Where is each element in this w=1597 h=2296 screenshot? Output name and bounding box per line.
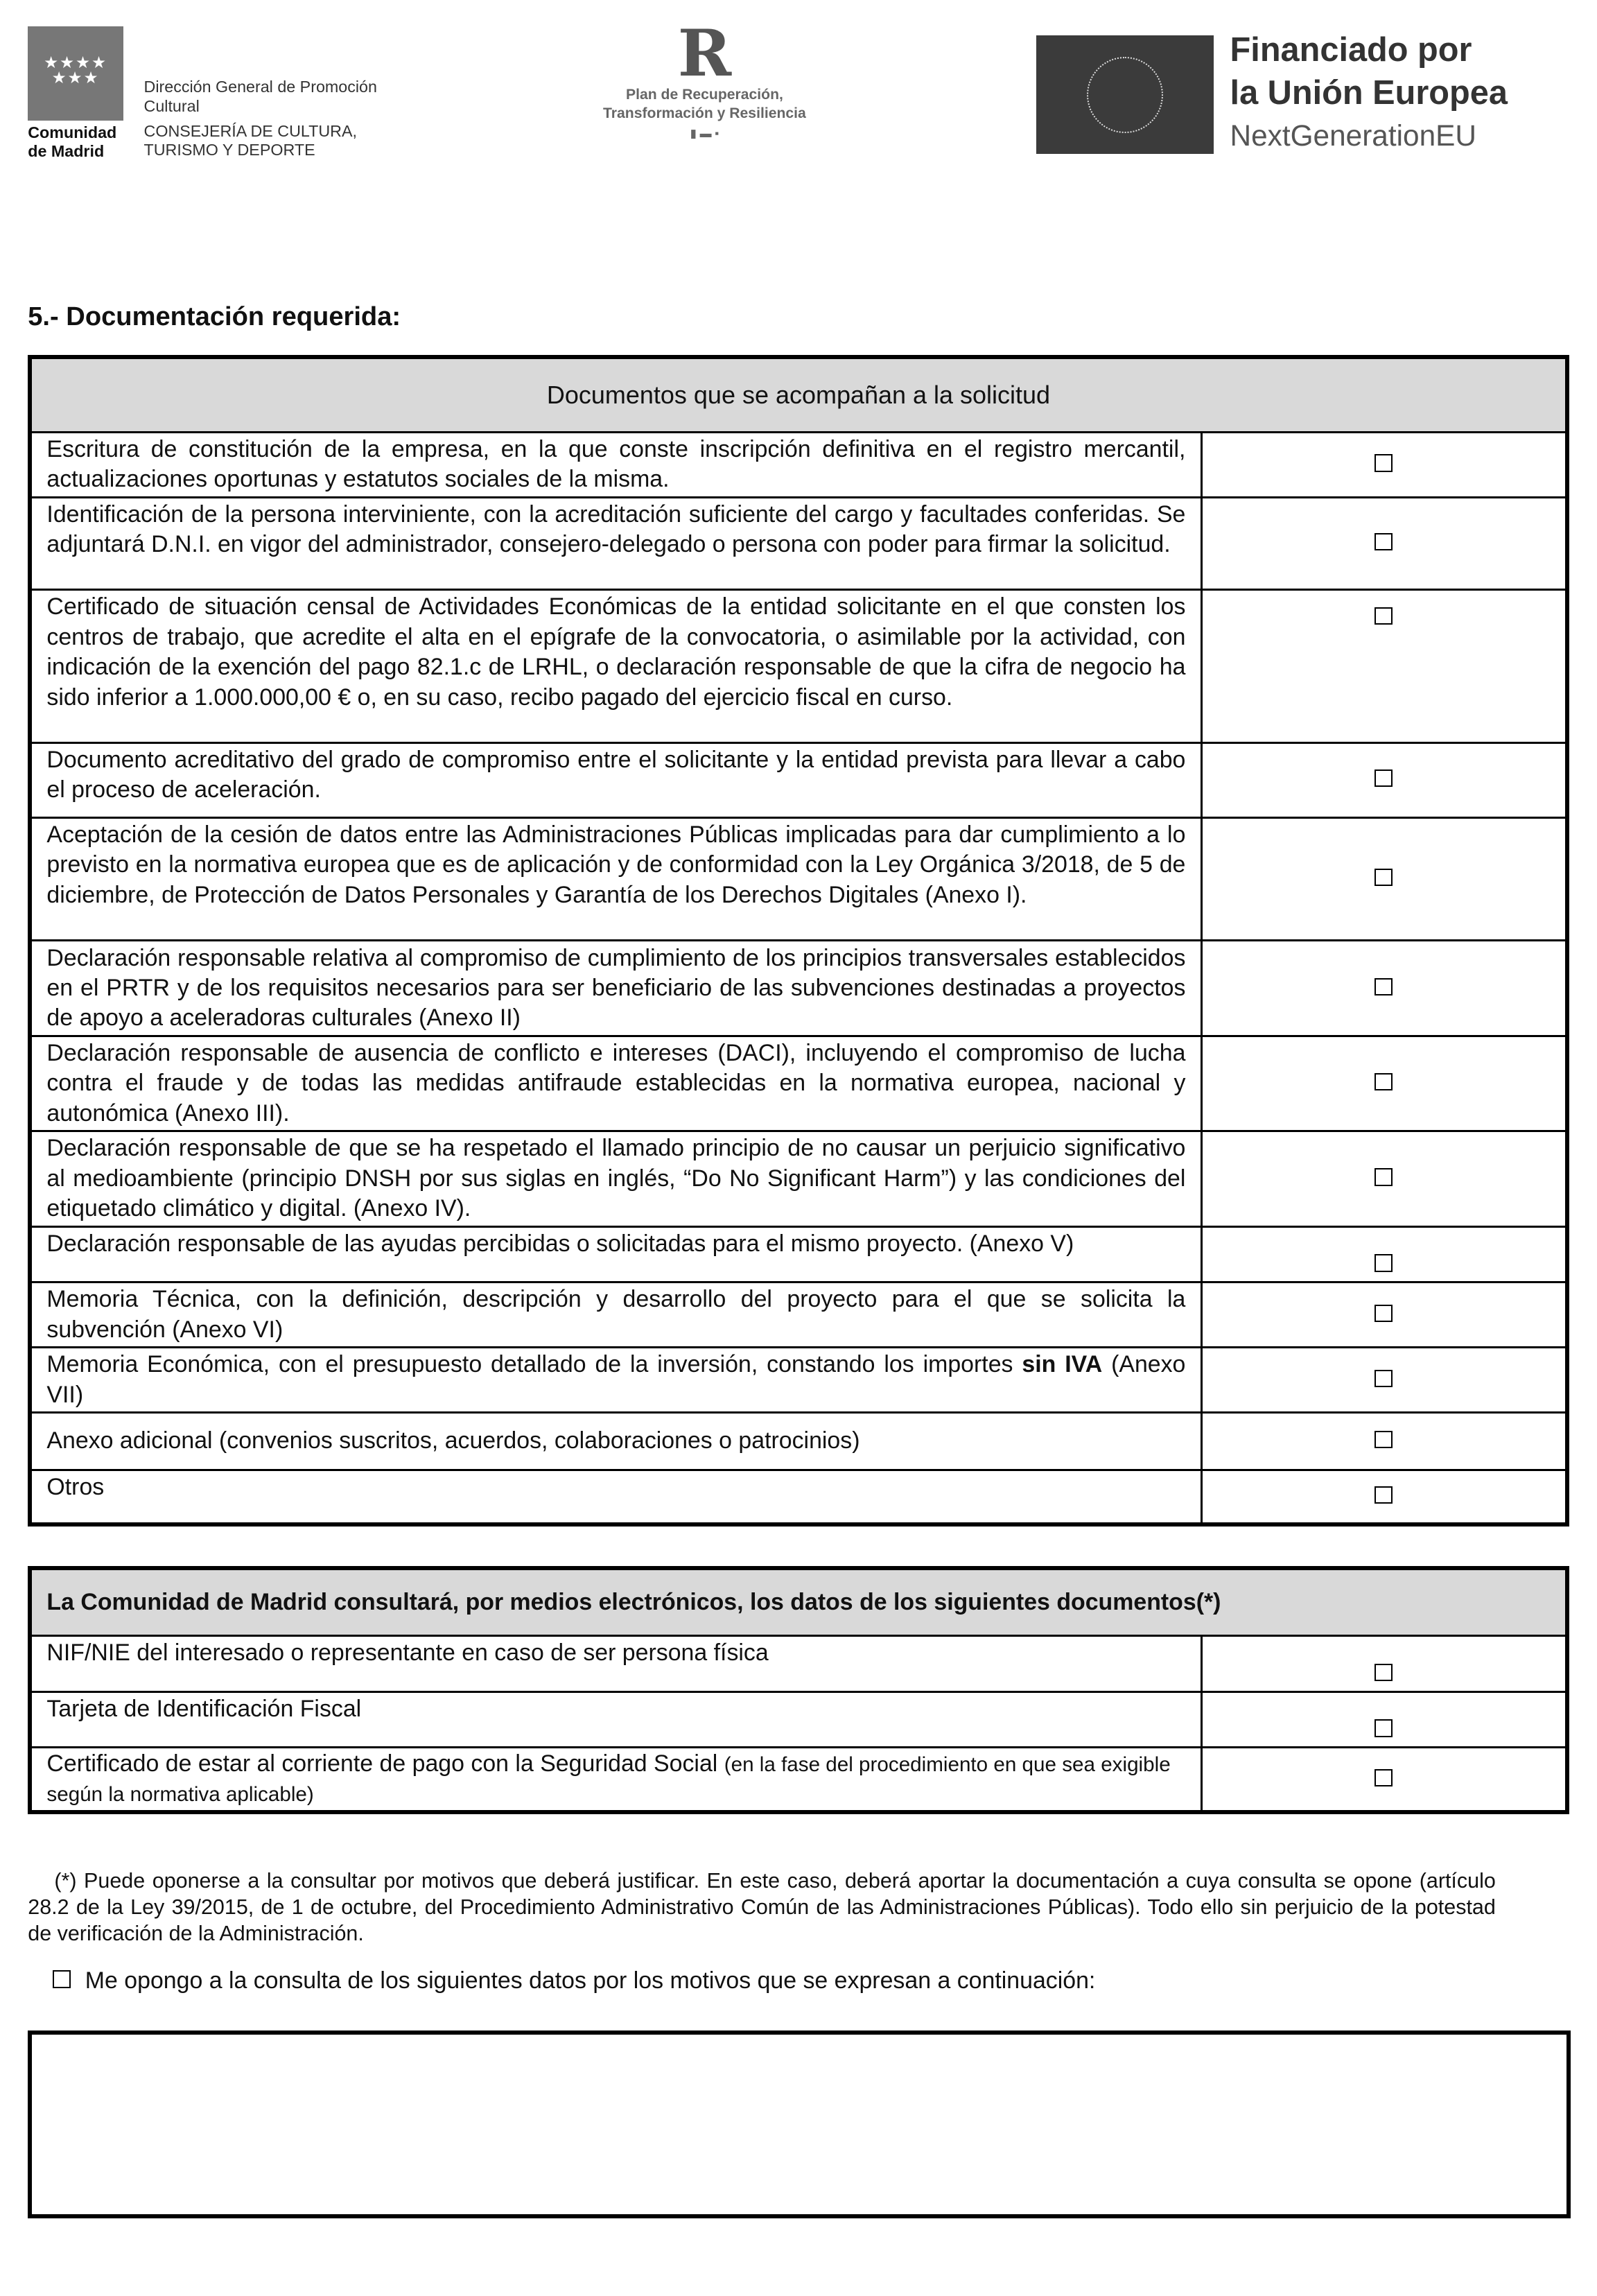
doc-checkbox[interactable] [1375, 1431, 1392, 1448]
eu-funding-text [1230, 29, 1508, 157]
table-row [30, 590, 1567, 742]
doc-text: Memoria Técnica, con la definición, descripción y desarrollo del proyecto para el que se solicita la subvención (Anexo VI) [30, 1282, 1201, 1348]
doc-text: Otros [30, 1470, 1201, 1524]
doc-checkbox[interactable] [1375, 1168, 1392, 1185]
consult-checkbox[interactable] [1375, 1719, 1392, 1737]
doc-text-part: (Anexo VII) [46, 1351, 1186, 1408]
doc-text: Anexo adicional (convenios suscritos, acuerdos, colaboraciones o patrocinios) [30, 1413, 1201, 1470]
dg-line1: Dirección General de Promoción [143, 78, 377, 96]
consejeria-line1: CONSEJERÍA DE CULTURA, [143, 121, 357, 140]
table-row [30, 1282, 1567, 1348]
madrid-flag-logo: ★★★★ ★★★ [28, 26, 123, 121]
doc-text: Declaración responsable de las ayudas percibidas o solicitadas para el mismo proyecto. (Anexo V) [30, 1226, 1201, 1282]
table-row [30, 1131, 1567, 1226]
table-row [30, 941, 1567, 1036]
doc-text: Certificado de situación censal de Actividades Económicas de la entidad solicitante en el que consten los centros de trabajo, que acredite el alta en el epígrafe de la convocatoria, o asimilable por la actividad, con indicación de la exención del pago 82.1.c de LRHL, o declaración responsable de que la cifra de negocio ha sido inferior a 1.000.000,00 € o, en su caso, recibo pagado del ejercicio fiscal en curso. [30, 590, 1201, 742]
table-row [30, 1691, 1567, 1747]
documents-table-header: Documentos que se acompañan a la solicitud [30, 357, 1567, 432]
eu-line3: NextGenerationEU [1230, 119, 1476, 153]
doc-checkbox[interactable] [1375, 769, 1392, 787]
oppose-label: Me opongo a la consulta de los siguientes datos por los motivos que se expresan a continuación: [85, 1967, 1096, 1994]
reasons-textarea[interactable] [28, 2030, 1571, 2218]
doc-checkbox[interactable] [1375, 978, 1392, 995]
plan-line1: Plan de Recuperación, [625, 86, 783, 103]
documents-table [28, 355, 1569, 1526]
eu-flag-icon [1036, 35, 1214, 155]
table-row [30, 1636, 1567, 1691]
doc-checkbox[interactable] [1375, 454, 1392, 471]
footnote-text: (*) Puede oponerse a la consultar por motivos que deberá justificar. En este caso, deberá aportar la documentación a cuya consulta se opone (artículo 28.2 de la Ley 39/2015, de 1 de octubre, del Procedimiento Administrativo Común de las Administraciones Públicas). Todo ello sin perjuicio de la potestad de verificación de la Administración. [28, 1868, 1496, 1945]
madrid-line1: Comunidad [28, 123, 117, 141]
doc-text: Declaración responsable relativa al compromiso de cumplimiento de los principios transversales establecidos en el PRTR y de los requisitos necesarios para ser beneficiario de las subvenciones destinadas a proyectos de apoyo a aceleradoras culturales (Anexo II) [30, 941, 1201, 1036]
consult-text: NIF/NIE del interesado o representante en caso de ser persona física [30, 1636, 1201, 1691]
footnote [28, 1868, 1496, 1947]
doc-text-bold: sin IVA [1022, 1351, 1103, 1378]
doc-checkbox[interactable] [1375, 607, 1392, 625]
doc-text: Aceptación de la cesión de datos entre las Administraciones Públicas implicadas para dar cumplimiento a lo previsto en la normativa europea que es de aplicación y de conformidad con la Ley Orgánica 3/2018, de 5 de diciembre, de Protección de Datos Personales y Garantía de los Derechos Digitales (Anexo I). [30, 817, 1201, 941]
doc-text: Declaración responsable de ausencia de conflicto e intereses (DACI), incluyendo el compromiso de lucha contra el fraude y de todas las medidas antifraude establecidas en la normativa europea, nacional y autonómica (Anexo III). [30, 1036, 1201, 1131]
doc-text [30, 1348, 1201, 1413]
consultation-table [28, 1566, 1569, 1814]
doc-text: Escritura de constitución de la empresa, en la que conste inscripción definitiva en el registro mercantil, actualizaciones oportunas y estatutos sociales de la misma. [30, 432, 1201, 497]
doc-text-part: Memoria Económica, con el presupuesto detallado de la inversión, constando los importes [46, 1351, 1022, 1378]
gov-emblem-icon: ▮ ▬ ▪ [690, 127, 719, 141]
prtr-logo [579, 15, 829, 141]
table-row [30, 1036, 1567, 1131]
consult-checkbox[interactable] [1375, 1769, 1392, 1786]
doc-text: Declaración responsable de que se ha respetado el llamado principio de no causar un perjuicio significativo al medioambiente (principio DNSH por sus siglas en inglés, “Do No Significant Harm”) y las condiciones del etiquetado climático y digital. (Anexo IV). [30, 1131, 1201, 1226]
prtr-r-icon: R [677, 15, 732, 91]
consult-text-note: (en la fase del procedimiento en que sea exigible según la normativa aplicable) [46, 1753, 1171, 1806]
doc-checkbox[interactable] [1375, 869, 1392, 886]
table-row [30, 817, 1567, 941]
dg-line2: Cultural [143, 96, 200, 115]
consult-text: Tarjeta de Identificación Fiscal [30, 1691, 1201, 1747]
consult-text-main: Certificado de estar al corriente de pago con la Seguridad Social [46, 1750, 724, 1777]
table-row [30, 1348, 1567, 1413]
doc-text: Identificación de la persona interviniente, con la acreditación suficiente del cargo y facultades conferidas. Se adjuntará D.N.I. en vigor del administrador, consejero-delegado o persona con poder para firmar la solicitud. [30, 497, 1201, 589]
consult-text [30, 1748, 1201, 1812]
eu-line2: la Unión Europea [1230, 73, 1508, 112]
table-row [30, 742, 1567, 817]
table-row [30, 1748, 1567, 1812]
consultation-table-header: La Comunidad de Madrid consultará, por medios electrónicos, los datos de los siguientes documentos(*) [30, 1568, 1567, 1635]
table-row [30, 432, 1567, 497]
doc-checkbox[interactable] [1375, 533, 1392, 550]
doc-checkbox[interactable] [1375, 1370, 1392, 1387]
madrid-logo-text [28, 123, 116, 162]
table-row [30, 1413, 1567, 1470]
doc-checkbox[interactable] [1375, 1486, 1392, 1504]
consejeria-line2: TURISMO Y DEPORTE [143, 141, 315, 159]
oppose-option[interactable] [53, 1967, 1095, 1994]
table-row [30, 1226, 1567, 1282]
doc-text: Documento acreditativo del grado de compromiso entre el solicitante y la entidad prevista para llevar a cabo el proceso de aceleración. [30, 742, 1201, 817]
eu-line1: Financiado por [1230, 31, 1472, 69]
madrid-line2: de Madrid [28, 142, 105, 161]
doc-checkbox[interactable] [1375, 1254, 1392, 1271]
consult-checkbox[interactable] [1375, 1664, 1392, 1681]
oppose-checkbox[interactable] [53, 1970, 70, 1988]
doc-checkbox[interactable] [1375, 1073, 1392, 1090]
department-text [144, 78, 377, 160]
section-title: 5.- Documentación requerida: [28, 302, 401, 332]
doc-checkbox[interactable] [1375, 1305, 1392, 1322]
table-row [30, 497, 1567, 589]
plan-line2: Transformación y Resiliencia [603, 105, 806, 122]
table-row [30, 1470, 1567, 1524]
